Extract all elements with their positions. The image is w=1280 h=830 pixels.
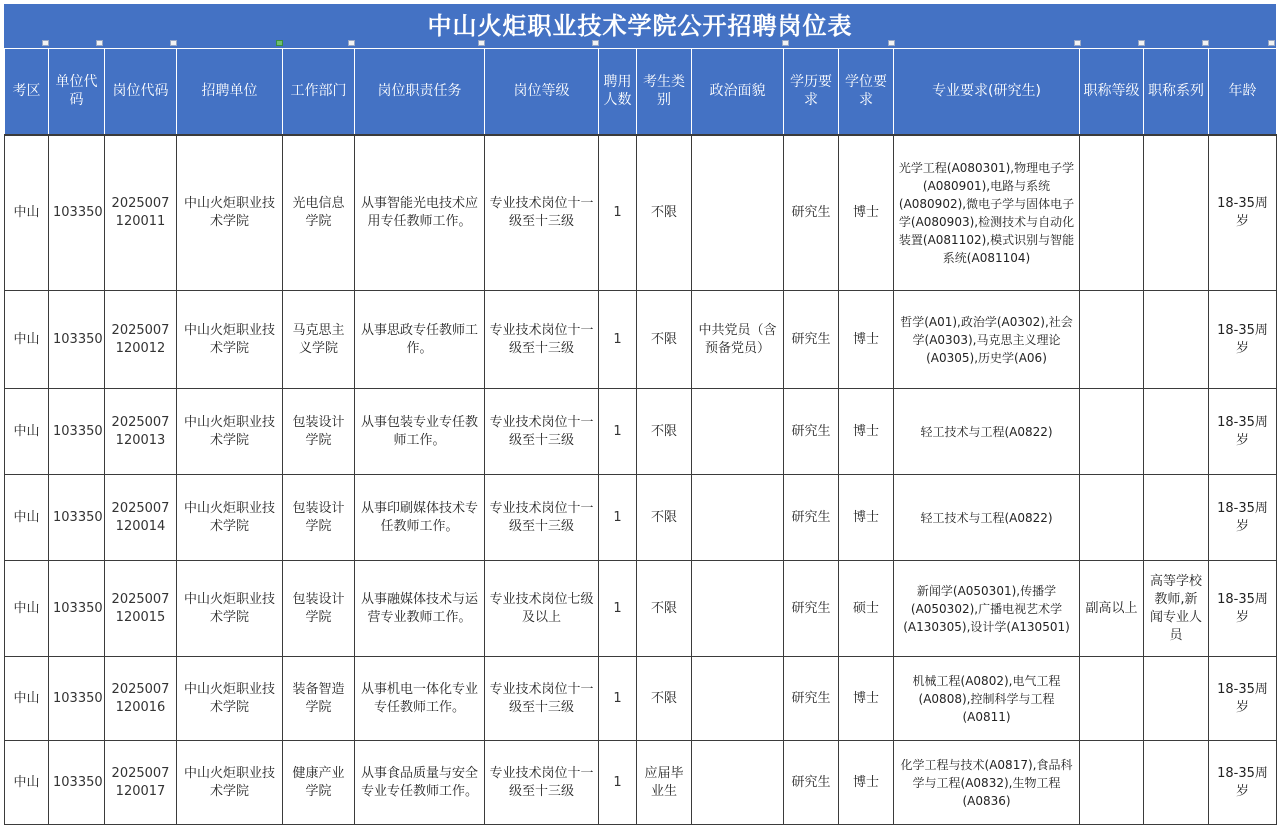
cell-age[interactable]: 18-35周岁 [1209,475,1277,561]
cell-grade[interactable]: 专业技术岗位十一级至十三级 [485,291,599,389]
cell-count[interactable]: 1 [599,657,637,741]
header-cell[interactable]: 年龄 [1209,49,1277,135]
filter-dropdown-icon[interactable] [42,40,49,46]
cell-area[interactable]: 中山 [5,291,49,389]
header-cell[interactable]: 岗位等级 [485,49,599,135]
cell-category[interactable]: 不限 [637,135,692,291]
header-cell[interactable]: 单位代码 [49,49,105,135]
table-row [5,291,1277,389]
header-row [5,49,1277,135]
cell-post-code[interactable]: 2025007120017 [105,741,177,825]
cell-edu[interactable]: 研究生 [784,475,839,561]
cell-title-level[interactable] [1080,291,1144,389]
cell-category[interactable]: 不限 [637,291,692,389]
header-cell[interactable]: 职称系列 [1144,49,1209,135]
cell-duty[interactable]: 从事思政专任教师工作。 [355,291,485,389]
cell-dept[interactable]: 马克思主义学院 [283,291,355,389]
cell-edu[interactable]: 研究生 [784,389,839,475]
cell-unit[interactable]: 中山火炬职业技术学院 [177,135,283,291]
filter-dropdown-icon[interactable] [478,40,485,46]
header-cell[interactable]: 政治面貌 [692,49,784,135]
cell-age[interactable]: 18-35周岁 [1209,561,1277,657]
cell-political[interactable] [692,657,784,741]
table-row [5,475,1277,561]
cell-unit[interactable]: 中山火炬职业技术学院 [177,561,283,657]
filter-dropdown-icon[interactable] [348,40,355,46]
cell-major[interactable]: 化学工程与技术(A0817),食品科学与工程(A0832),生物工程(A0836) [894,741,1080,825]
cell-edu[interactable]: 研究生 [784,741,839,825]
cell-area[interactable]: 中山 [5,389,49,475]
cell-duty[interactable]: 从事智能光电技术应用专任教师工作。 [355,135,485,291]
cell-category[interactable]: 应届毕业生 [637,741,692,825]
header-cell[interactable]: 职称等级 [1080,49,1144,135]
cell-major[interactable]: 新闻学(A050301),传播学(A050302),广播电视艺术学(A130305),设计学(A130501) [894,561,1080,657]
cell-category[interactable]: 不限 [637,657,692,741]
cell-dept[interactable]: 健康产业学院 [283,741,355,825]
cell-degree[interactable]: 博士 [839,741,894,825]
cell-title-series[interactable] [1144,389,1209,475]
cell-category[interactable]: 不限 [637,561,692,657]
cell-major[interactable]: 哲学(A01),政治学(A0302),社会学(A0303),马克思主义理论(A0305),历史学(A06) [894,291,1080,389]
cell-major[interactable]: 机械工程(A0802),电气工程(A0808),控制科学与工程(A0811) [894,657,1080,741]
cell-post-code[interactable]: 2025007120012 [105,291,177,389]
header-cell[interactable]: 岗位代码 [105,49,177,135]
filter-dropdown-icon[interactable] [888,40,895,46]
header-cell[interactable]: 招聘单位 [177,49,283,135]
cell-category[interactable]: 不限 [637,475,692,561]
cell-area[interactable]: 中山 [5,475,49,561]
table-row [5,389,1277,475]
cell-degree[interactable]: 博士 [839,291,894,389]
cell-political[interactable] [692,561,784,657]
table-body [5,135,1277,825]
cell-unit-code[interactable]: 103350 [49,475,105,561]
cell-duty[interactable]: 从事包装专业专任教师工作。 [355,389,485,475]
cell-duty[interactable]: 从事机电一体化专业专任教师工作。 [355,657,485,741]
cell-political[interactable] [692,475,784,561]
cell-major[interactable]: 光学工程(A080301),物理电子学(A080901),电路与系统(A080902),微电子学与固体电子学(A080903),检测技术与自动化装置(A081102),模式识别与智能系统(A081104) [894,135,1080,291]
cell-area[interactable]: 中山 [5,135,49,291]
cell-title-level[interactable]: 副高以上 [1080,561,1144,657]
cell-edu[interactable]: 研究生 [784,135,839,291]
filter-dropdown-icon[interactable] [1268,40,1275,46]
cell-duty[interactable]: 从事食品质量与安全专业专任教师工作。 [355,741,485,825]
positions-table [4,48,1277,825]
cell-duty[interactable]: 从事印刷媒体技术专任教师工作。 [355,475,485,561]
cell-degree[interactable]: 博士 [839,389,894,475]
filter-dropdown-icon[interactable] [782,40,789,46]
filter-dropdown-icon[interactable] [1138,40,1145,46]
filter-dropdown-icon[interactable] [1074,40,1081,46]
cell-grade[interactable]: 专业技术岗位十一级至十三级 [485,475,599,561]
cell-unit-code[interactable]: 103350 [49,389,105,475]
filter-dropdown-icon[interactable] [96,40,103,46]
cell-title-series[interactable]: 高等学校教师,新闻专业人员 [1144,561,1209,657]
cell-grade[interactable]: 专业技术岗位十一级至十三级 [485,741,599,825]
cell-post-code[interactable]: 2025007120013 [105,389,177,475]
cell-edu[interactable]: 研究生 [784,561,839,657]
filter-dropdown-icon[interactable] [592,40,599,46]
cell-count[interactable]: 1 [599,741,637,825]
table-row [5,561,1277,657]
cell-unit-code[interactable]: 103350 [49,135,105,291]
table-row [5,135,1277,291]
cell-area[interactable]: 中山 [5,741,49,825]
cell-dept[interactable]: 包装设计学院 [283,475,355,561]
cell-edu[interactable]: 研究生 [784,657,839,741]
cell-political[interactable] [692,135,784,291]
cell-title-series[interactable] [1144,135,1209,291]
cell-title-level[interactable] [1080,135,1144,291]
sheet-title-bar [4,4,1276,48]
cell-political[interactable]: 中共党员（含预备党员） [692,291,784,389]
filter-dropdown-icon[interactable] [1202,40,1209,46]
cell-major[interactable]: 轻工技术与工程(A0822) [894,475,1080,561]
cell-count[interactable]: 1 [599,135,637,291]
cell-post-code[interactable]: 2025007120011 [105,135,177,291]
cell-major[interactable]: 轻工技术与工程(A0822) [894,389,1080,475]
cell-grade[interactable]: 专业技术岗位十一级至十三级 [485,389,599,475]
cell-age[interactable]: 18-35周岁 [1209,135,1277,291]
header-cell[interactable]: 工作部门 [283,49,355,135]
filter-active-icon[interactable] [276,40,283,46]
cell-count[interactable]: 1 [599,561,637,657]
cell-dept[interactable]: 装备智造学院 [283,657,355,741]
cell-unit[interactable]: 中山火炬职业技术学院 [177,389,283,475]
cell-count[interactable]: 1 [599,475,637,561]
cell-title-level[interactable] [1080,741,1144,825]
header-cell[interactable]: 岗位职责任务 [355,49,485,135]
cell-post-code[interactable]: 2025007120016 [105,657,177,741]
cell-area[interactable]: 中山 [5,561,49,657]
cell-post-code[interactable]: 2025007120014 [105,475,177,561]
cell-age[interactable]: 18-35周岁 [1209,657,1277,741]
cell-title-series[interactable] [1144,657,1209,741]
filter-dropdown-icon[interactable] [170,40,177,46]
cell-political[interactable] [692,741,784,825]
table-row [5,741,1277,825]
cell-unit[interactable]: 中山火炬职业技术学院 [177,291,283,389]
cell-unit-code[interactable]: 103350 [49,741,105,825]
cell-category[interactable]: 不限 [637,389,692,475]
cell-unit[interactable]: 中山火炬职业技术学院 [177,475,283,561]
table-row [5,657,1277,741]
header-cell[interactable]: 聘用人数 [599,49,637,135]
header-cell[interactable]: 考区 [5,49,49,135]
cell-grade[interactable]: 专业技术岗位十一级至十三级 [485,657,599,741]
cell-unit-code[interactable]: 103350 [49,291,105,389]
cell-degree[interactable]: 博士 [839,657,894,741]
cell-title-series[interactable] [1144,741,1209,825]
header-cell[interactable]: 考生类别 [637,49,692,135]
cell-degree[interactable]: 博士 [839,475,894,561]
cell-grade[interactable]: 专业技术岗位十一级至十三级 [485,135,599,291]
cell-dept[interactable]: 包装设计学院 [283,561,355,657]
cell-political[interactable] [692,389,784,475]
cell-grade[interactable]: 专业技术岗位七级及以上 [485,561,599,657]
cell-post-code[interactable]: 2025007120015 [105,561,177,657]
cell-unit[interactable]: 中山火炬职业技术学院 [177,657,283,741]
cell-dept[interactable]: 光电信息学院 [283,135,355,291]
header-cell[interactable]: 专业要求(研究生) [894,49,1080,135]
cell-count[interactable]: 1 [599,291,637,389]
cell-title-level[interactable] [1080,475,1144,561]
cell-unit[interactable]: 中山火炬职业技术学院 [177,741,283,825]
cell-unit-code[interactable]: 103350 [49,561,105,657]
cell-title-level[interactable] [1080,657,1144,741]
cell-title-series[interactable] [1144,475,1209,561]
cell-age[interactable]: 18-35周岁 [1209,291,1277,389]
cell-degree[interactable]: 硕士 [839,561,894,657]
cell-age[interactable]: 18-35周岁 [1209,389,1277,475]
cell-duty[interactable]: 从事融媒体技术与运营专业教师工作。 [355,561,485,657]
cell-edu[interactable]: 研究生 [784,291,839,389]
cell-age[interactable]: 18-35周岁 [1209,741,1277,825]
cell-title-series[interactable] [1144,291,1209,389]
cell-unit-code[interactable]: 103350 [49,657,105,741]
header-cell[interactable]: 学位要求 [839,49,894,135]
cell-area[interactable]: 中山 [5,657,49,741]
spreadsheet [4,4,1276,825]
cell-dept[interactable]: 包装设计学院 [283,389,355,475]
sheet-title: 中山火炬职业技术学院公开招聘岗位表 [427,12,853,40]
cell-degree[interactable]: 博士 [839,135,894,291]
cell-count[interactable]: 1 [599,389,637,475]
header-cell[interactable]: 学历要求 [784,49,839,135]
cell-title-level[interactable] [1080,389,1144,475]
